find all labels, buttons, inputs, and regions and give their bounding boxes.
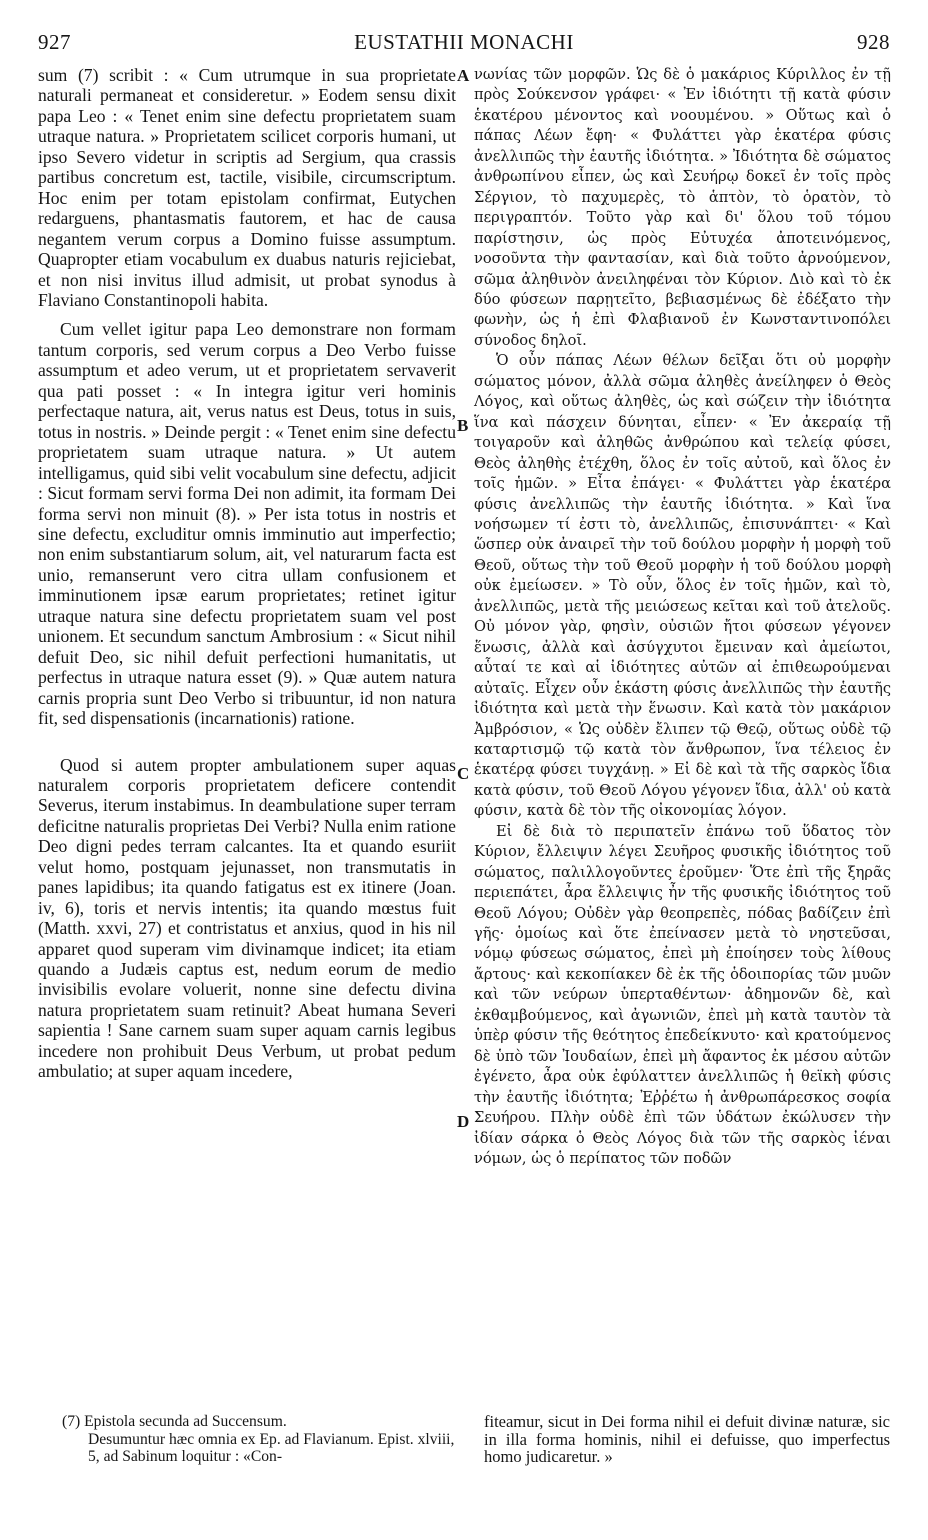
greek-paragraph-1: νωνίας τῶν μορφῶν. Ὡς δὲ ὁ μακάριος Κύριλλος ἐν τῇ πρὸς Σούκενσον γράφει· « Ἐν ἰδιότητι τῇ κατὰ φύσιν ἑκατέρου μένοντος καὶ νοουμένου. » Οὕτως καὶ ὁ πάπας Λέων ἔφη· « Φυλάττει γὰρ ἑκατέρα φύσις ἀνελλιπῶς τὴν ἑαυτῆς ἰδιότητα. » Ἰδιότητα δὲ σώματος ἀνθρωπίνου εἶπεν, ὡς καὶ Σευήρῳ δοκεῖ ἐν τοῖς πρὸς Σέργιον, τὸ παχυμερὲς, τὸ ἁπτὸν, τὸ ὁρατὸν, τὸ περιγραπτόν. Τοῦτο γὰρ καὶ δι' ὅλου τοῦ τόμου παρίστησιν, ὡς πρὸς Εὐτυχέα ἀποτεινόμενος, νοσοῦντα τὴν φαντασίαν, καὶ διὰ τοῦτο ἀρνούμενον, σῶμα ἀληθινὸν ἀνειληφέναι τὸν Κύριον. Διὸ καὶ τὸ ἐκ δύο φύσεων παρῃτεῖτο, βεβιασμένως δὲ ἐδέξατο τὴν φωνὴν, ὡς ἡ ἐπὶ Φλαβιανοῦ ἐν Κωνσταντινοπόλει σύνοδος δηλοῖ. [474, 66, 891, 349]
latin-paragraph-1: sum (7) scribit : « Cum utrumque in sua proprietate naturali permaneat et consideretur. » Eodem sensu dixit papa Leo : « Tenet enim sine defectu proprietatem suam utraque natura. » Proprietatem scilicet corporis humani, ut ipso Severo videtur in scriptis ad Sergium, qua crassis partibus concretum est, tactile, visibile, circumscriptum. Hoc enim per totam epistolam confirmat, Eutychen redarguens, phantasmatis fautorem, et hac de causa negantem verum corpus a Domino fuisse assumptum. Quapropter etiam vocabulum ex duabus naturis rejiciebat, et non nisi invitus illud admisit, ut probat synodus à Flaviano Constantinopoli habita. [38, 65, 456, 310]
margin-letter-a: A [457, 66, 470, 85]
footnote-continuation: fiteamur, sicut in Dei forma nihil ei defuit divinæ naturæ, sic in illa forma hominis, nihil ei defuisse, quo imperfectus homo judicaretur. » [484, 1412, 890, 1466]
left-page-number: 927 [38, 30, 71, 54]
greek-paragraph-3: Εἰ δὲ διὰ τὸ περιπατεῖν ἐπάνω τοῦ ὕδατος τὸν Κύριον, ἔλλειψιν λέγει Σευῆρος φυσικῆς ἰδιότητος τοῦ σώματος, παλιλλογοῦντες ἐροῦμεν· Ὅτε ἐπὶ τῆς ξηρᾶς περιεπάτει, ἆρα ἔλλειψις ἦν τῆς φυσικῆς ἰδιότητος τοῦ Θεοῦ Λόγου; Οὐδὲν γὰρ θεοπρεπὲς, πόδας βαδίζειν ἐπὶ γῆς· ὁμοίως καὶ ὅτε ἐπείνασεν μετὰ τὸ νηστεῦσαι, νόμῳ φύσεως σώματος, ἐπεὶ μὴ ἐποίησεν τοὺς λίθους ἄρτους· καὶ κεκοπίακεν δὲ ἐκ τῆς ὁδοιπορίας τῶν μυῶν καὶ τῶν νεύρων ὑπερταθέντων· ἀδημονῶν δὲ, καὶ ἐκθαμβούμενος, καὶ ἀγωνιῶν, ἐπεὶ μὴ κατὰ ταυτὸν τὰ ὑπὲρ φύσιν τῆς θεότητος ἐπεδείκνυτο· καὶ κρατούμενος δὲ ὑπὸ τῶν Ἰουδαίων, ἐπεὶ μὴ ἄφαντος ἐκ μέσου αὐτῶν ἐγένετο, ἆρα οὐκ ἐφύλαττεν ἀνελλιπῶς ἡ θεϊκὴ φύσις τὴν ἑαυτῆς ἰδιότητα; Ἐῤῥέτω ἡ ἀνθρωπάρεσκος σοφία Σευήρου. Πλὴν οὐδὲ ἐπὶ τῶν ὑδάτων ἐκώλυσεν τὴν ἰδίαν σάρκα ὁ Θεὸς Λόγος διὰ τῶν τῆς σαρκὸς ἰέναι νόμων, ὡς ὁ περίπατος τῶν ποδῶν [474, 822, 891, 1168]
margin-letter-d: D [457, 1112, 470, 1131]
latin-column [38, 65, 456, 1082]
footnote-line-1: (7) Epistola secunda ad Succensum. [62, 1413, 287, 1430]
running-title: EUSTATHII MONACHI [354, 30, 574, 54]
page-header [38, 30, 890, 56]
footnote [62, 1413, 462, 1466]
latin-paragraph-3: Quod si autem propter ambulationem super aquas naturalem corporis proprietatem deficere contendit Severus, iterum instabimus. In deambulatione super terram deficitne naturalis proprietas Dei Verbi? Nulla enim ratione Deo digni pedes terram calcantes. Ita et quando esuriit velut homo, postquam jejunasset, non transmutatis in panes lapidibus; ita quando fatigatus est ex itinere (Joan. iv, 6), toris et nervis intentis; ita quando mœstus fuit (Matth. xxvi, 27) et contristatus et anxius, quod in his nil apparet quod superam vim divinamque indicet; ita etiam quando a Judæis captus est, nedum eorum de medio invisibilis evolare voluerit, nonne sine defectu divina natura proprietatem suam retinuit? Abeat humana Severi sapientia ! Sane carnem suam super aquam carnis legibus incedere non prohibuit Deus Verbum, ut probat pedum ambulatio; at super aquam incedere, [38, 754, 456, 1082]
latin-paragraph-2: Cum vellet igitur papa Leo demonstrare non formam tantum corporis, sed verum corpus a Deo Verbo fuisse assumptum et adeo verum, ut et proprietatem servaverit qua pati posset : « In integra igitur veri hominis perfectaque natura, ait, verus natus est Deus, totus in suis, totus in nostris. » Deinde pergit : « Tenet enim sine defectu proprietatem suam utraque natura. » Ut autem intelligamus, quid sibi velit vocabulum sine defectu, adjicit : Sicut formam servi forma Dei non adimit, ita formam Dei forma servi non minuit (8). » Per ista totus in nostris et sine defectu, excluditur omnis imminutio aut imperfectio; non enim substantiarum solum, ait, vel naturarum facta est unio, remanserunt vero citra ullam confusionem et imminutionem ipsæ earum proprietates; retinet igitur utraque natura sine defectu proprietatem suam vel post unionem. Et secundum sanctum Ambrosium : « Sicut nihil defuit Deo, sic nihil defuit perfectioni humanitatis, ut perfectus in utraque natura esset (9). » Quæ autem natura carnis propria sunt Deo Verbo si tribuuntur, id non natura fit, sed dispensationis (incarnationis) ratione. [38, 319, 456, 729]
margin-letter-b: B [457, 416, 469, 435]
right-page-number: 928 [857, 30, 890, 54]
greek-paragraph-2: Ὁ οὖν πάπας Λέων θέλων δεῖξαι ὅτι οὐ μορφὴν σώματος μόνον, ἀλλὰ σῶμα ἀληθὲς ἀνείληφεν ὁ Θεὸς Λόγος, καὶ οὕτως ἀληθὲς, ὡς καὶ σώζειν τὴν ἰδιότητα ἵνα καὶ πάσχειν δύνηται, εἶπεν· « Ἐν ἀκεραίᾳ τῇ τοιγαροῦν καὶ ἀληθῶς ἀνθρώπου καὶ τελείᾳ φύσει, Θεὸς ἀληθὴς ἐτέχθη, ὅλος ἐν τοῖς αὐτοῦ, καὶ ὅλος ἐν τοῖς ἡμῶν. » Εἶτα ἐπάγει· « Φυλάττει γὰρ ἑκατέρα φύσις ἀνελλιπῶς τὴν ἑαυτῆς ἰδιότητα. » Καὶ ἵνα νοήσωμεν τί ἐστι τὸ, ἀνελλιπῶς, ἐπισυνάπτει· « Καὶ ὥσπερ οὐκ ἀναιρεῖ τὴν τοῦ δούλου μορφὴν ἡ μορφὴ τοῦ Θεοῦ, οὕτως τὴν τοῦ Θεοῦ μορφὴν ἡ τοῦ δούλου μορφὴ οὐκ ἐμείωσεν. » Τὸ οὖν, ὅλος ἐν τοῖς ἡμῶν, καὶ τὸ, ἀνελλιπῶς, μετὰ τῆς μειώσεως κεῖται καὶ τοῦ ἀτελοῦς. Οὐ μόνον γὰρ, φησὶν, οὐσιῶν ἤτοι φύσεων γέγονεν ἕνωσις, ἀλλὰ καὶ ἀσύγχυτοι ἔμειναν καὶ ἀμείωτοι, αὗταί τε καὶ αἱ ἰδιότητες αὐτῶν αἱ ἐπιθεωρούμεναι αὐταῖς. Εἶχεν οὖν ἑκάστη φύσις ἀνελλιπῶς τὴν ἑαυτῆς ἰδιότητα καὶ μετὰ τὴν ἕνωσιν. Καὶ κατὰ τὸν μακάριον Ἀμβρόσιον, « Ὡς οὐδὲν ἔλιπεν τῷ Θεῷ, οὕτως οὐδὲ τῷ καταρτισμῷ τῷ κατὰ τὸν ἄνθρωπον, ἵνα τέλειος ἐν ἑκατέρᾳ φύσει τυγχάνῃ. » Εἰ δὲ καὶ τὰ τῆς σαρκὸς ἴδια κατὰ φύσιν, τοῦ Θεοῦ Λόγου γέγονεν ἴδια, ἀλλ' οὐ κατὰ φύσιν, κατὰ δὲ τὸν τῆς οἰκονομίας λόγον. [474, 352, 891, 820]
footnote-line-2: Desumuntur hæc omnia ex Ep. ad Flavianum. Epist. xlviii, 5, ad Sabinum loquitur : «Con- [88, 1430, 455, 1465]
margin-letter-c: C [457, 764, 470, 783]
greek-column [474, 65, 891, 1169]
